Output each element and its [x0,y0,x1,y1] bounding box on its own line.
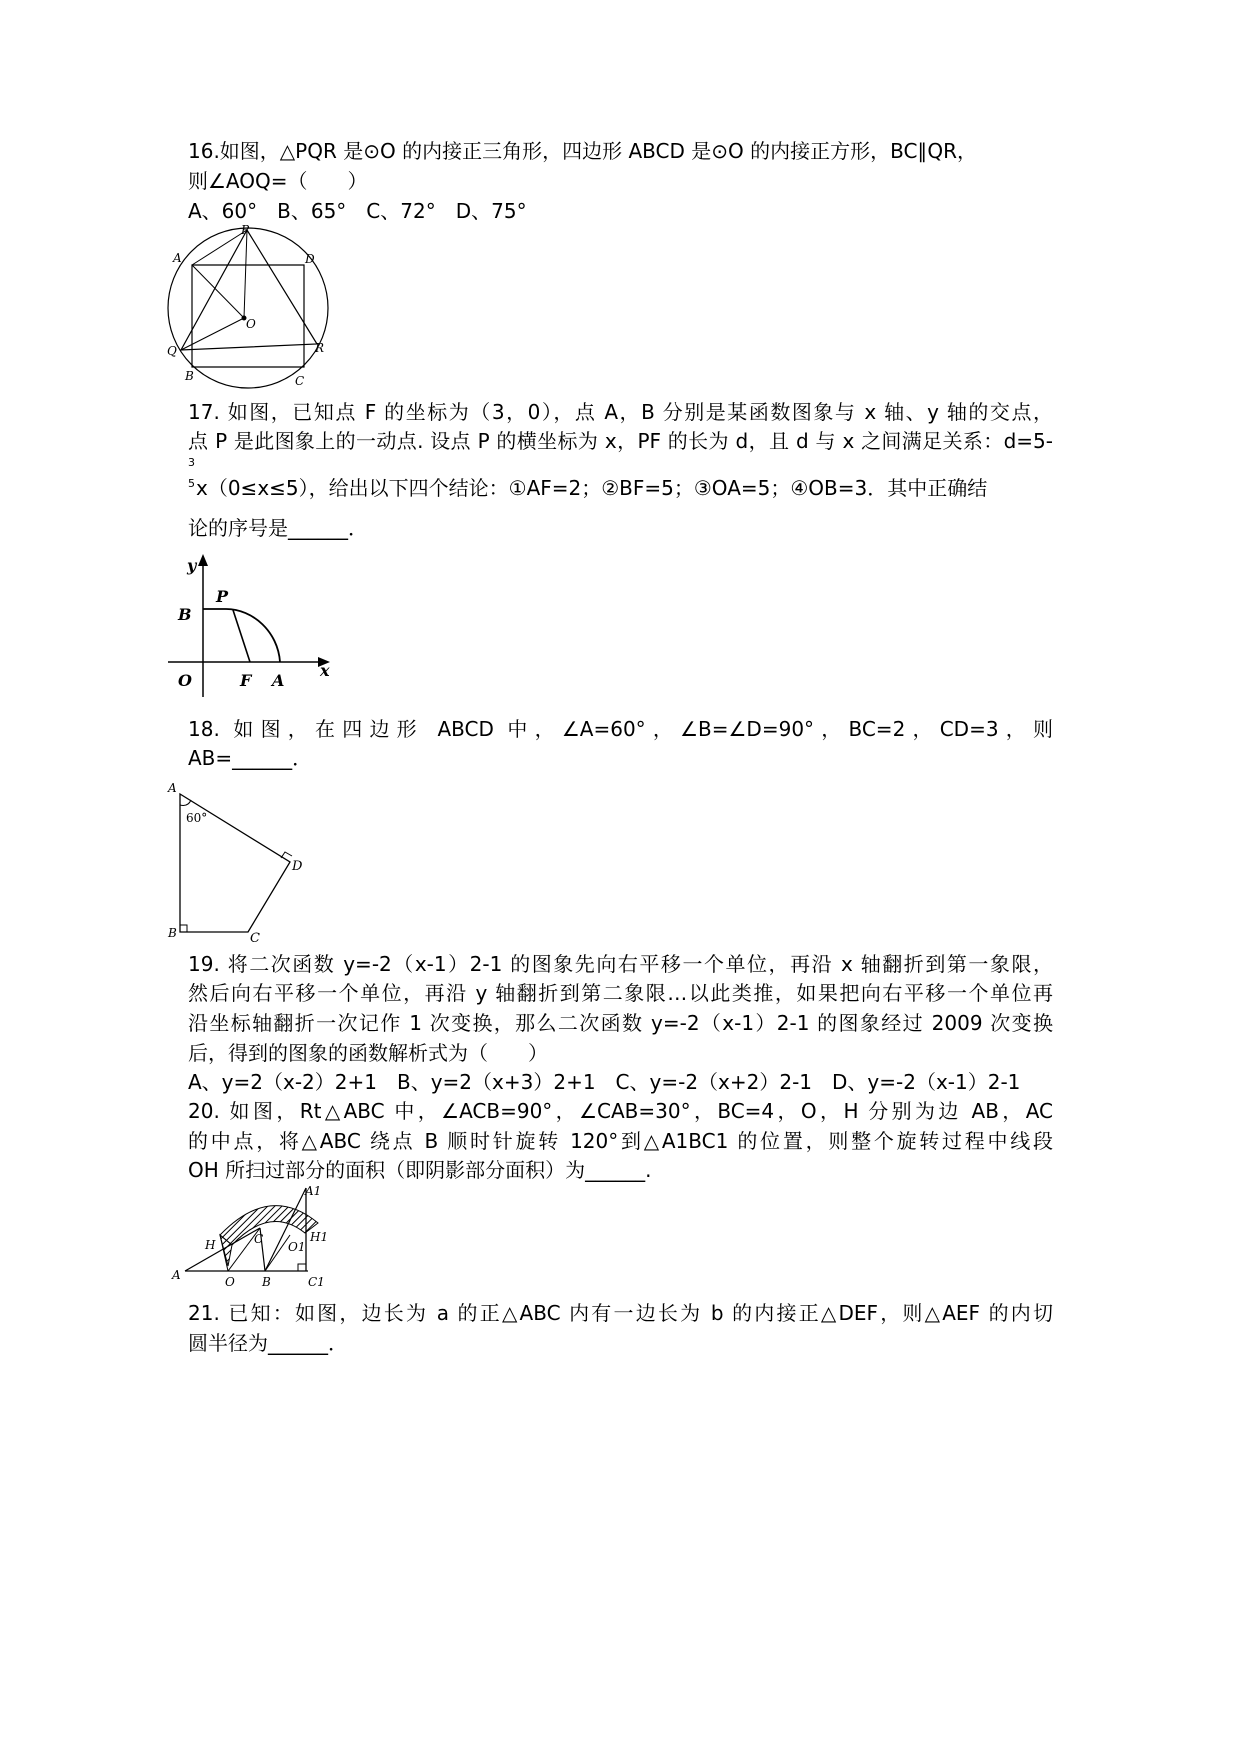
q17-frac-numerator: 3 [188,456,195,469]
q19-line3: 沿坐标轴翻折一次记作 1 次变换，那么二次函数 y=-2（x-1）2-1 的图象经过 2009 次变换 [188,1011,1053,1035]
q17-label-f: F [240,671,252,690]
q16-figure [165,222,355,397]
q16-square [192,265,304,367]
q21-line1: 21. 已知：如图，边长为 a 的正△ABC 内有一边长为 b 的内接正△DEF，则△AEF 的内切 [188,1301,1053,1325]
q19-line1: 19. 将二次函数 y=-2（x-1）2-1 的图象先向右平移一个单位，再沿 x 轴翻折到第一象限， [188,952,1053,976]
q16-label-a: A [173,251,182,265]
q19-line2: 然后向右平移一个单位，再沿 y 轴翻折到第二象限…以此类推，如果把向右平移一个单位再 [188,981,1053,1005]
q17-line1: 17. 如图，已知点 F 的坐标为（3，0），点 A，B 分别是某函数图象与 x 轴、y 轴的交点， [188,400,1053,424]
q17-label-y: y [187,556,197,575]
q20-label-o1: O1 [288,1240,306,1254]
q16-label-q: Q [167,344,177,358]
q20-line2: 的中点，将△ABC 绕点 B 顺时针旋转 120°到△A1BC1 的位置，则整个旋转过程中线段 [188,1129,1053,1153]
q18-figure [160,775,320,945]
q16-label-o: O [246,317,256,331]
q19-options: A、y=2（x-2）2+1 B、y=2（x+3）2+1 C、y=-2（x+2）2-1 D、y=-2（x-1）2-1 [188,1070,1021,1094]
q17-label-p: P [216,587,229,606]
q16-line1: 16.如图，△PQR 是⊙O 的内接正三角形，四边形 ABCD 是⊙O 的内接正方形，BC∥QR， [188,139,978,163]
q20-label-c1: C1 [308,1275,325,1289]
q20-label-a1: A1 [305,1184,322,1198]
q18-label-c: C [250,931,260,945]
q17-segment-pf [233,610,250,662]
q19-line4: 后，得到的图象的函数解析式为（ ） [188,1041,548,1065]
q16-label-d: D [305,252,315,266]
q20-label-h1: H1 [310,1230,329,1244]
q16-options: A、60° B、65° C、72° D、75° [188,199,527,223]
q18-line2: AB=______． [188,746,313,770]
q20-label-b: B [262,1275,271,1289]
q20-line1: 20. 如图，Rt△ABC 中，∠ACB=90°，∠CAB=30°，BC=4，O，H 分别为边 AB，AC [188,1099,1053,1123]
q16-label-c: C [295,374,305,388]
q16-label-r: R [315,341,325,355]
q21-line2: 圆半径为______． [188,1331,348,1355]
q18-label-d: D [292,859,303,874]
q17-line4: 论的序号是______． [188,516,368,540]
q16-triangle [181,230,317,350]
q17-label-a: A [272,671,285,690]
q17-label-x: x [320,661,330,680]
q20-label-o: O [225,1275,235,1289]
q20-label-a: A [172,1268,181,1282]
q18-line1: 18. 如图，在四边形 ABCD 中，∠A=60°，∠B=∠D=90°，BC=2，CD=3，则 [188,717,1053,741]
q16-label-b: B [185,369,194,383]
q17-figure [168,552,343,702]
q18-label-a: A [168,781,177,795]
q20-label-h: H [205,1238,216,1252]
q17-line3: x（0≤x≤5），给出以下四个结论：①AF=2；②BF=5；③OA=5；④OB=3．其中正确结 [196,476,988,500]
q16-line2: 则∠AOQ=（ ） [188,169,368,193]
q17-frac-denominator: 5 [188,477,195,490]
q20-figure [170,1183,350,1293]
q20-label-c: C [254,1232,264,1246]
q16-label-p: P [241,223,250,237]
q17-label-b: B [178,605,192,624]
q17-label-o: O [178,671,192,690]
q18-angle-label: 60° [186,811,208,825]
q18-label-b: B [168,926,177,940]
q20-line3: OH 所扫过部分的面积（即阴影部分面积）为______. [188,1158,652,1182]
q17-line2: 点 P 是此图象上的一动点. 设点 P 的横坐标为 x，PF 的长为 d，且 d 与 x 之间满足关系：d=5- [188,429,1053,453]
